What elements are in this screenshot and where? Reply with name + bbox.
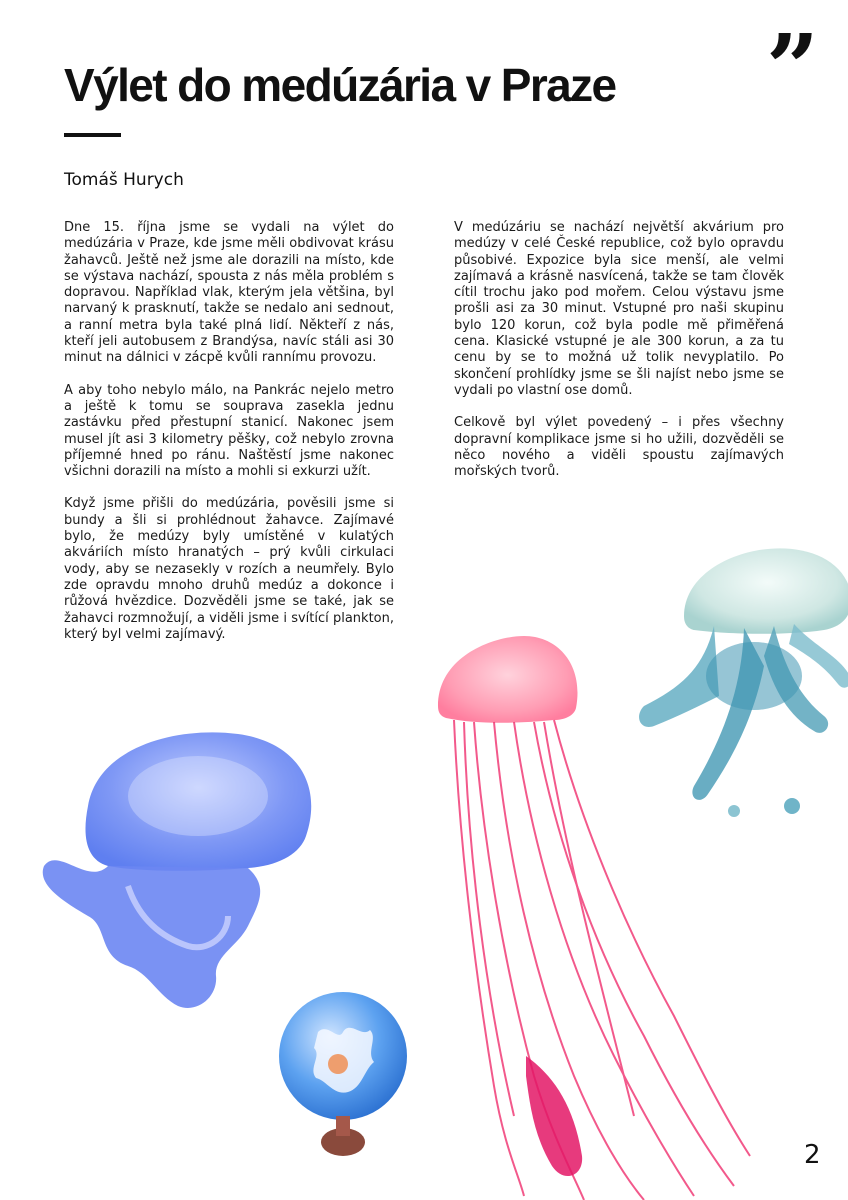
paragraph: Dne 15. října jsme se vydali na výlet do medúzária v Praze, kde jsme měli obdivovat krásu žahavců. Ještě než jsme ale dorazili na místo, kde se výstava nachází, spousta z nás měla problém s dopravou. Například vlak, kterým jela většina, byl narvaný k prasknutí, takže se nedalo ani sednout, a ranní metra byla také plná lidí. Někteří z nás, kteří jeli autobusem z Brandýsa, navíc stáli asi 30 minut na dálnici v zácpě kvůli rannímu provozu. [64,220,394,366]
paragraph: Celkově byl výlet povedený – i přes všechny dopravní komplikace jsme si ho užili, dozvěděli se něco nového a viděli spoustu zajímavých mořských tvorů. [454,415,784,480]
page-number: 2 [804,1140,821,1170]
title-underline [64,133,121,137]
quote-mark-icon: ” [766,14,819,122]
aquarium-ball-image [278,992,408,1162]
text-column-left [64,220,394,659]
text-column-right [454,220,784,496]
pink-jellyfish-image [434,636,754,1200]
blue-jellyfish-image [38,726,314,1016]
article-title: Výlet do medúzária v Praze [64,59,616,111]
paragraph: A aby toho nebylo málo, na Pankrác nejelo metro a ještě k tomu se souprava zasekla jednu zastávku před přestupní stanicí. Nakonec jsem musel jít asi 3 kilometry pěšky, což nebylo zrovna příjemné hned po ránu. Naštěstí jsme nakonec všichni dorazili na místo a mohli si exkurzi užít. [64,382,394,480]
article-author: Tomáš Hurych [64,170,184,190]
paragraph: V medúzáriu se nachází největší akvárium pro medúzy v celé České republice, což bylo opravdu působivé. Expozice byla sice menší, ale velmi zajímavá a krásně nasvícená, takže se tam člověk cítil trochu jako pod mořem. Celou výstavu jsme prošli asi za 30 minut. Vstupné pro naši skupinu bylo 120 korun, což byla podle mě přiměřená cena. Klasické vstupné je ale 300 korun, a za tu cenu by se to možná už tolik nevyplatilo. Po skončení prohlídky jsme se šli najíst nebo jsme se vydali po vlastní ose domů. [454,220,784,398]
paragraph: Když jsme přišli do medúzária, pověsili jsme si bundy a šli si prohlédnout žahavce. Zajímavé bylo, že medúzy byly umístěné v kulatých akváriích místo hranatých – prý kvůli cirkulaci vody, aby se nezasekly v rozích a neumřely. Bylo zde opravdu mnoho druhů medúz a dokonce i růžová hvězdice. Dozvěděli jsme se také, jak se žahavci rozmnožují, a viděli jsme i svítící plankton, který byl velmi zajímavý. [64,496,394,642]
